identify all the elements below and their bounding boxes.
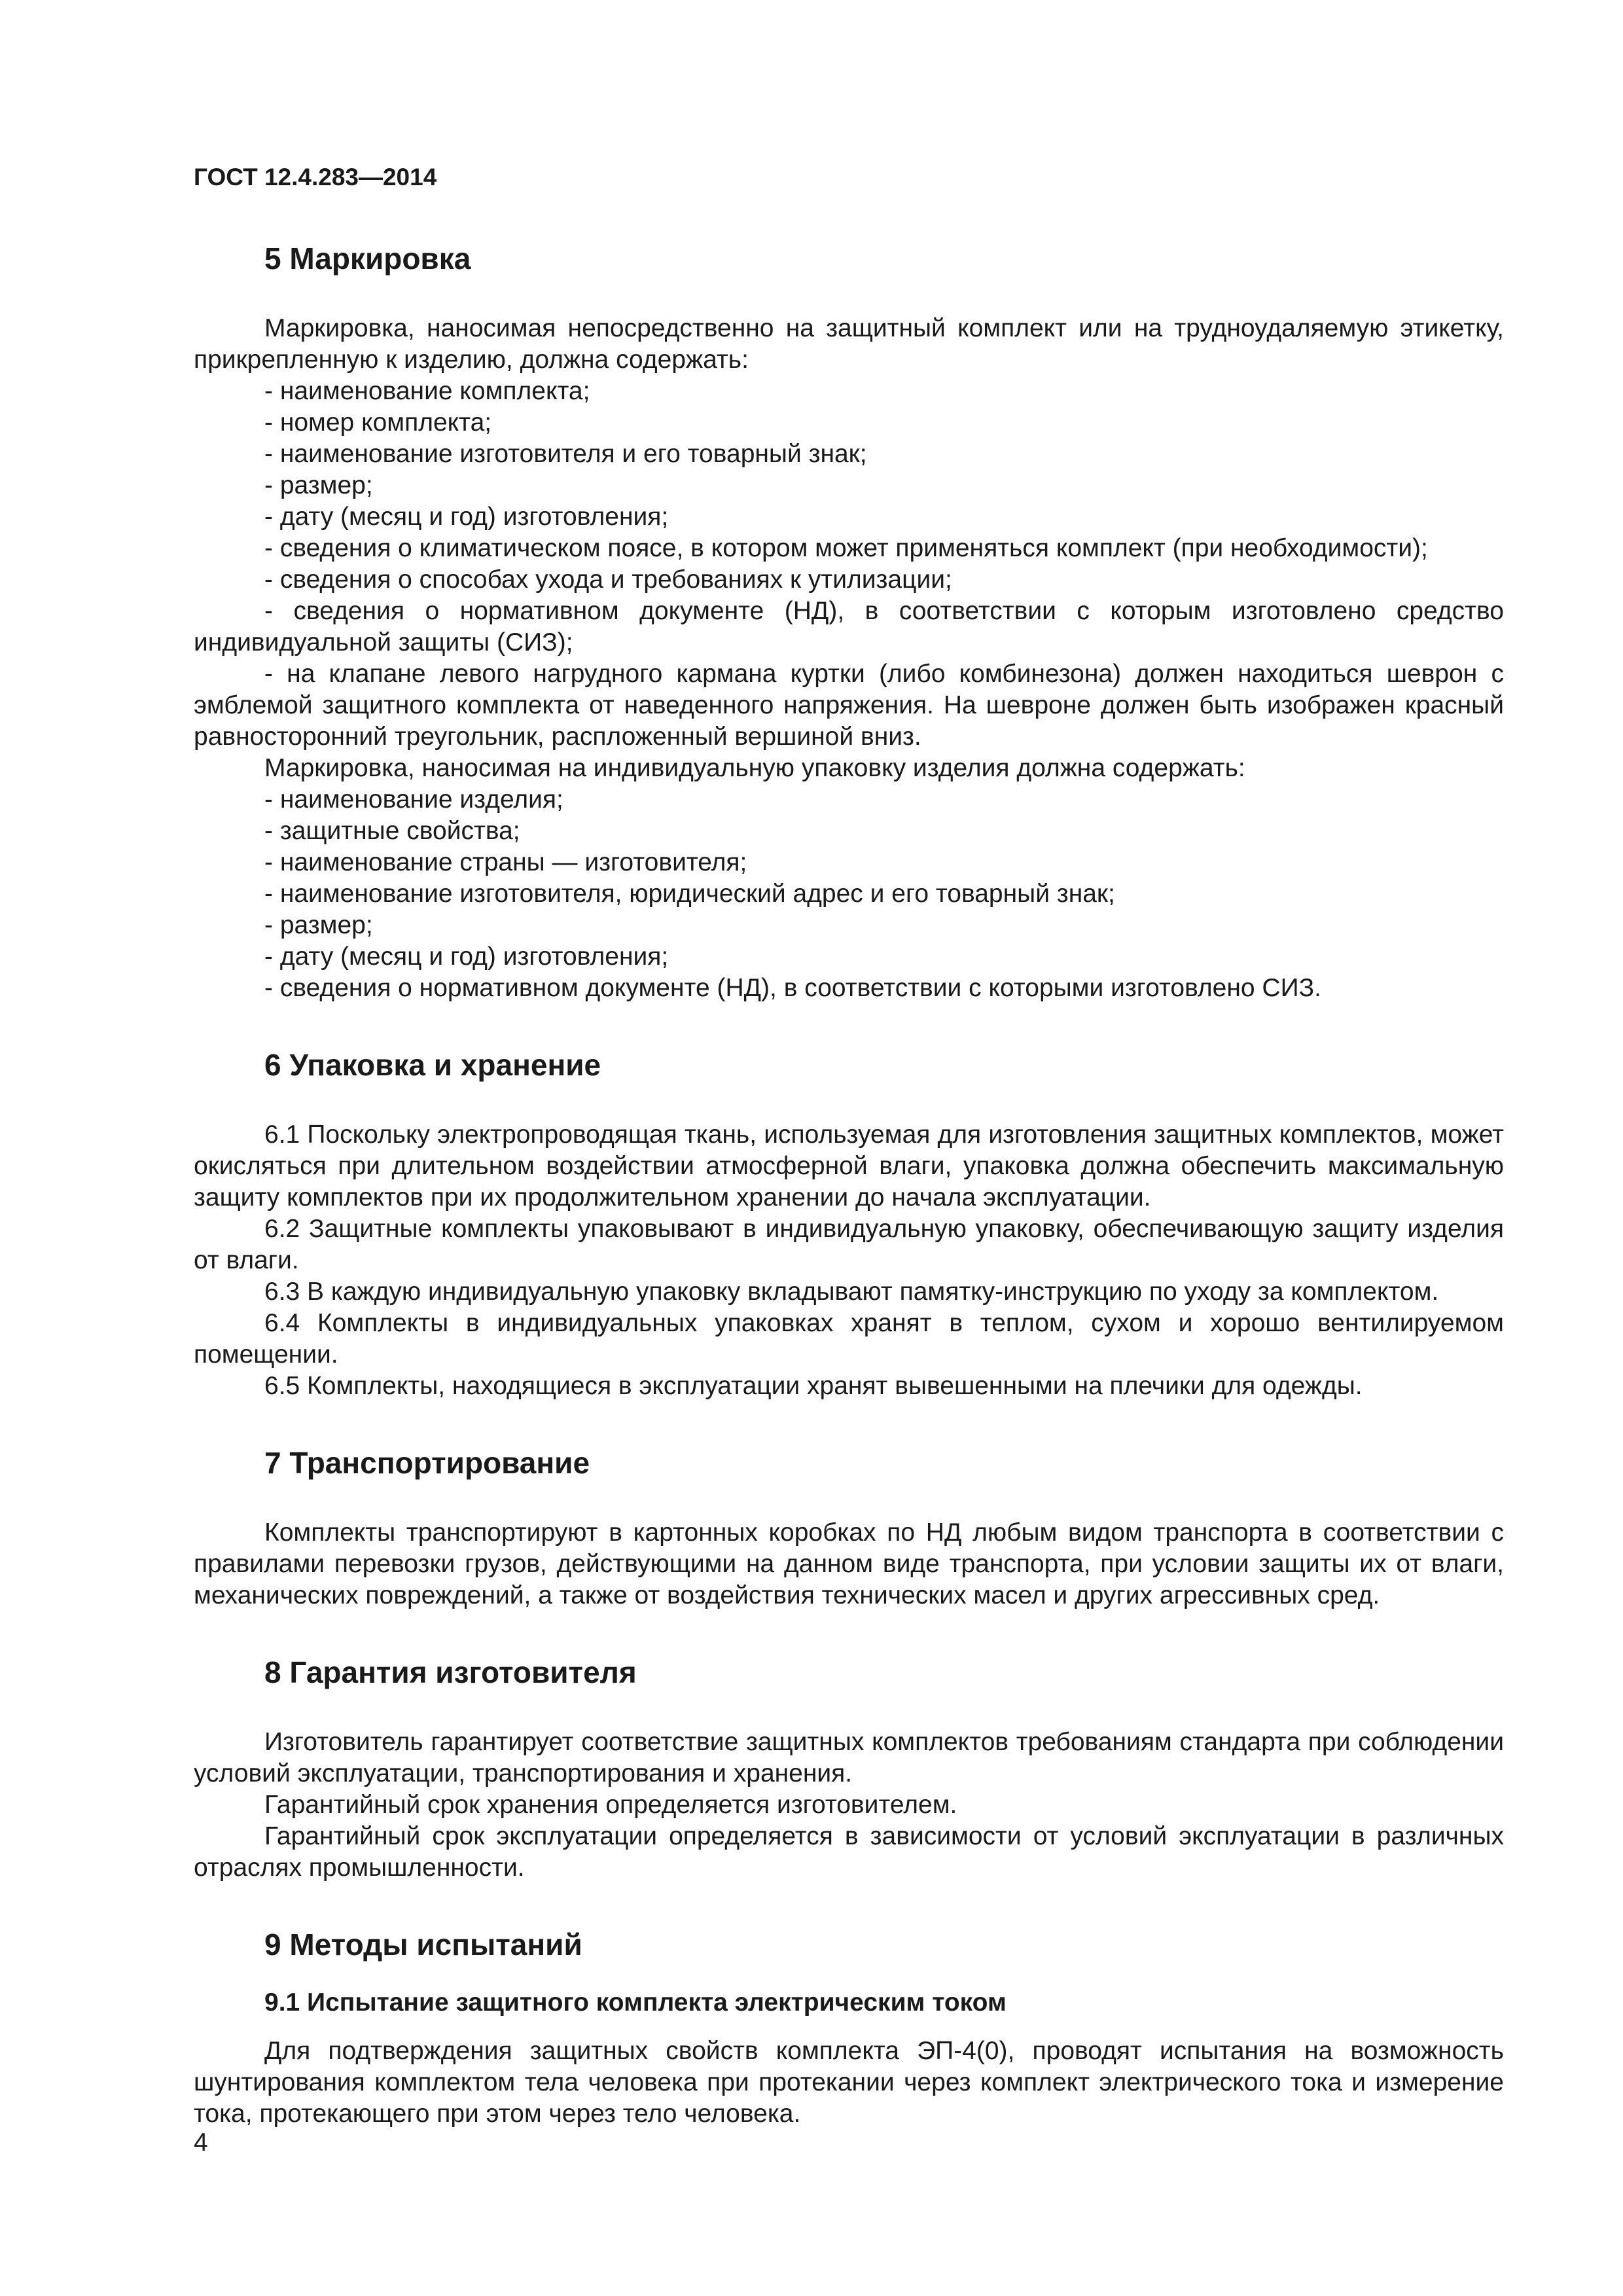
list-item: - сведения о нормативном документе (НД), в соответствии с которыми изготовлено СИЗ.: [264, 974, 1322, 1002]
list-item: - на клапане левого нагрудного кармана куртки (либо комбинезона) должен находиться шеврон с эмблемой защитного комплекта от наведенного напряжения. На шевроне должен быть изображен красный равносторонний треугольник, распложенный вершиной вниз.: [194, 660, 1504, 751]
paragraph: 6.3 В каждую индивидуальную упаковку вкладывают памятку-инструкцию по уходу за комплектом.: [264, 1278, 1439, 1306]
subsection-9-1-title: 9.1 Испытание защитного комплекта электрическим током: [264, 1988, 1007, 2017]
list-item: - наименование изделия;: [264, 785, 563, 814]
paragraph: Маркировка, наносимая на индивидуальную упаковку изделия должна содержать:: [264, 754, 1245, 782]
paragraph: 6.1 Поскольку электропроводящая ткань, используемая для изготовления защитных комплектов, может окисляться при длительном воздействии атмосферной влаги, упаковка должна обеспечить максимальную защиту комплектов при их продолжительном хранении до начала эксплуатации.: [194, 1121, 1504, 1211]
paragraph: Гарантийный срок эксплуатации определяется в зависимости от условий эксплуатации в различных отраслях промышленности.: [194, 1822, 1504, 1882]
section-5: [194, 241, 1504, 1004]
list-item: - размер;: [264, 911, 373, 939]
paragraph: Комплекты транспортируют в картонных коробках по НД любым видом транспорта в соответствии с правилами перевозки грузов, действующими на данном виде транспорта, при условии защиты их от влаги, механических повреждений, а также от воздействия технических масел и других агрессивных сред.: [194, 1518, 1504, 1609]
list-item: - наименование изготовителя и его товарный знак;: [264, 440, 867, 468]
list-item: - сведения о способах ухода и требованиях к утилизации;: [264, 565, 952, 594]
list-item: - сведения о климатическом поясе, в котором может применяться комплект (при необходимости);: [264, 534, 1428, 562]
list-item: - наименование комплекта;: [264, 377, 590, 405]
list-item: - размер;: [264, 471, 373, 499]
paragraph: Изготовитель гарантирует соответствие защитных комплектов требованиям стандарта при соблюдении условий эксплуатации, транспортирования и хранения.: [194, 1728, 1504, 1787]
list-item: - наименование страны — изготовителя;: [264, 848, 747, 876]
page-number: 4: [194, 2128, 208, 2157]
list-item: - наименование изготовителя, юридический адрес и его товарный знак;: [264, 880, 1115, 908]
list-item: - номер комплекта;: [264, 408, 492, 437]
section-6: [194, 1047, 1504, 1402]
paragraph: Для подтверждения защитных свойств комплекта ЭП-4(0), проводят испытания на возможность шунтирования комплектом тела человека при протекании через комплект электрического тока и измерение тока, протекающего при этом через тело человека.: [194, 2037, 1504, 2128]
section-8-title: 8 Гарантия изготовителя: [264, 1655, 637, 1689]
paragraph: 6.5 Комплекты, находящиеся в эксплуатации хранят вывешенными на плечики для одежды.: [264, 1372, 1363, 1400]
section-7-title: 7 Транспортирование: [264, 1446, 590, 1480]
section-9: [194, 1927, 1504, 2130]
list-item: - дату (месяц и год) изготовления;: [264, 942, 669, 971]
paragraph: 6.2 Защитные комплекты упаковывают в индивидуальную упаковку, обеспечивающую защиту изделия от влаги.: [194, 1215, 1504, 1274]
paragraph: Маркировка, наносимая непосредственно на защитный комплект или на трудноудаляемую этикетку, прикрепленную к изделию, должна содержать:: [194, 314, 1504, 374]
paragraph: 6.4 Комплекты в индивидуальных упаковках хранят в теплом, сухом и хорошо вентилируемом помещении.: [194, 1309, 1504, 1369]
document-header: ГОСТ 12.4.283—2014: [194, 164, 437, 190]
section-7: [194, 1445, 1504, 1611]
document-page: [194, 164, 1504, 2173]
list-item: - дату (месяц и год) изготовления;: [264, 503, 669, 531]
paragraph: Гарантийный срок хранения определяется изготовителем.: [264, 1791, 957, 1819]
section-8: [194, 1655, 1504, 1884]
section-6-title: 6 Упаковка и хранение: [264, 1048, 601, 1082]
section-9-title: 9 Методы испытаний: [264, 1928, 582, 1962]
list-item: - защитные свойства;: [264, 817, 520, 845]
section-5-title: 5 Маркировка: [264, 242, 471, 276]
subsection-9-1: [194, 1988, 1504, 2130]
list-item: - сведения о нормативном документе (НД), в соответствии с которым изготовлено средство индивидуальной защиты (СИЗ);: [194, 597, 1504, 656]
